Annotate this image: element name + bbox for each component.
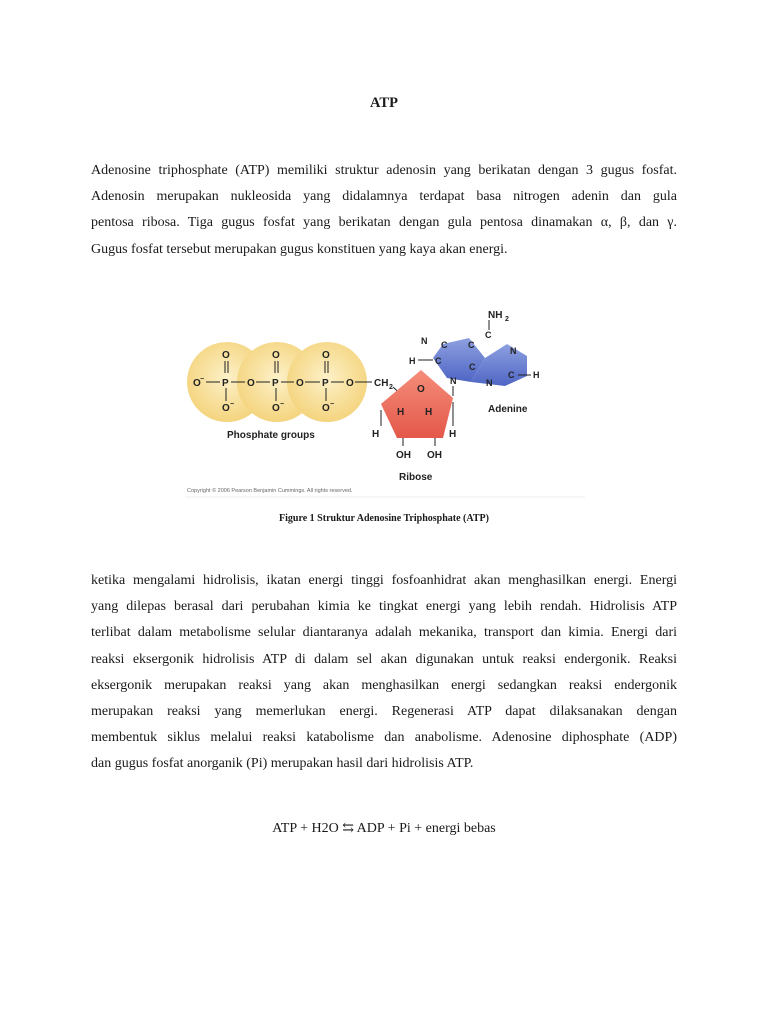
svg-text:P: P [322, 378, 329, 389]
svg-text:C: C [468, 340, 475, 350]
svg-text:O: O [247, 378, 255, 389]
paragraph-line: dan gugus fosfat anorganik (Pi) merupakan hasil dari hidrolisis ATP. [91, 756, 474, 772]
svg-text:H: H [372, 429, 380, 440]
hydrolysis-paragraph [91, 568, 677, 778]
svg-text:N: N [486, 378, 493, 388]
svg-text:O: O [296, 378, 304, 389]
figure-caption: Figure 1 Struktur Adenosine Triphosphate (ATP) [279, 513, 489, 524]
svg-text:N: N [421, 336, 428, 346]
paragraph-line: merupakan reaksi yang memerlukan energi. Regenerasi ATP dapat dilaksanakan dengan [91, 703, 677, 719]
svg-text:H: H [425, 407, 433, 418]
paragraph-line: eksergonik merupakan reaksi yang akan menghasilkan energi sedangkan reaksi endergonik [91, 677, 677, 693]
svg-text:O: O [272, 403, 280, 414]
svg-text:−: − [230, 401, 235, 408]
paragraph-line: reaksi eksergonik hidrolisis ATP di dalam sel akan digunakan untuk reaksi endergonik. Reaksi [91, 651, 677, 667]
svg-text:O: O [346, 378, 354, 389]
svg-text:O: O [322, 350, 330, 361]
svg-text:C: C [508, 370, 515, 380]
paragraph-line: Gugus fosfat tersebut merupakan gugus konstituen yang kaya akan energi. [91, 241, 508, 257]
svg-text:−: − [200, 376, 205, 383]
svg-text:O: O [322, 403, 330, 414]
svg-text:H: H [449, 429, 457, 440]
svg-text:2: 2 [505, 316, 509, 323]
svg-text:C: C [435, 356, 442, 366]
atp-molecule-diagram [185, 298, 585, 498]
intro-paragraph [91, 158, 677, 263]
svg-text:OH: OH [427, 450, 442, 461]
svg-text:P: P [272, 378, 279, 389]
paragraph-line: terlibat dalam metabolisme selular diantaranya adalah mekanika, transport dan kimia. Energi dari [91, 625, 677, 641]
svg-text:Adenine: Adenine [488, 404, 528, 415]
svg-text:C: C [441, 340, 448, 350]
svg-text:C: C [485, 330, 492, 340]
svg-text:H: H [397, 407, 405, 418]
svg-text:N: N [450, 376, 457, 386]
paragraph-line: Adenosin merupakan nukleosida yang didalamnya terdapat basa nitrogen adenin dan gula [91, 189, 677, 205]
svg-text:H: H [409, 356, 416, 366]
svg-text:O: O [417, 384, 425, 395]
svg-text:Ribose: Ribose [399, 472, 433, 483]
paragraph-line: ketika mengalami hidrolisis, ikatan energi tinggi fosfoanhidrat akan menghasilkan energi. Energi [91, 573, 677, 588]
document-title: ATP [370, 95, 398, 111]
svg-text:N: N [510, 346, 517, 356]
svg-text:−: − [280, 401, 285, 408]
svg-text:Phosphate groups: Phosphate groups [227, 430, 315, 441]
paragraph-line: Adenosine triphosphate (ATP) memiliki struktur adenosin yang berikatan dengan 3 gugus fosfat. [91, 163, 677, 178]
svg-text:Copyright © 2006 Pearson Benja: Copyright © 2006 Pearson Benjamin Cummings. All rights reserved. [187, 488, 353, 494]
svg-text:O: O [272, 350, 280, 361]
ribose-ring-shape [381, 370, 453, 438]
atp-structure-figure [185, 298, 585, 498]
svg-text:O: O [222, 403, 230, 414]
paragraph-line: yang dilepas berasal dari perubahan kimia ke tingkat energi yang lebih rendah. Hidrolisis ATP [91, 599, 677, 615]
svg-text:CH: CH [374, 378, 389, 389]
svg-text:O: O [193, 378, 201, 389]
paragraph-line: pentosa ribosa. Tiga gugus fosfat yang berikatan dengan gula pentosa dinamakan α, β, dan γ. [91, 215, 677, 231]
svg-text:−: − [330, 401, 335, 408]
svg-text:O: O [222, 350, 230, 361]
paragraph-line: membentuk siklus melalui reaksi katabolisme dan anabolisme. Adenosine diphosphate (ADP) [91, 730, 677, 746]
svg-text:P: P [222, 378, 229, 389]
svg-text:NH: NH [488, 310, 503, 321]
svg-text:2: 2 [389, 384, 393, 391]
svg-text:C: C [469, 362, 476, 372]
svg-text:H: H [533, 370, 540, 380]
svg-text:OH: OH [396, 450, 411, 461]
atp-hydrolysis-equation: ATP + H2O ⇆ ADP + Pi + energi bebas [272, 821, 496, 836]
